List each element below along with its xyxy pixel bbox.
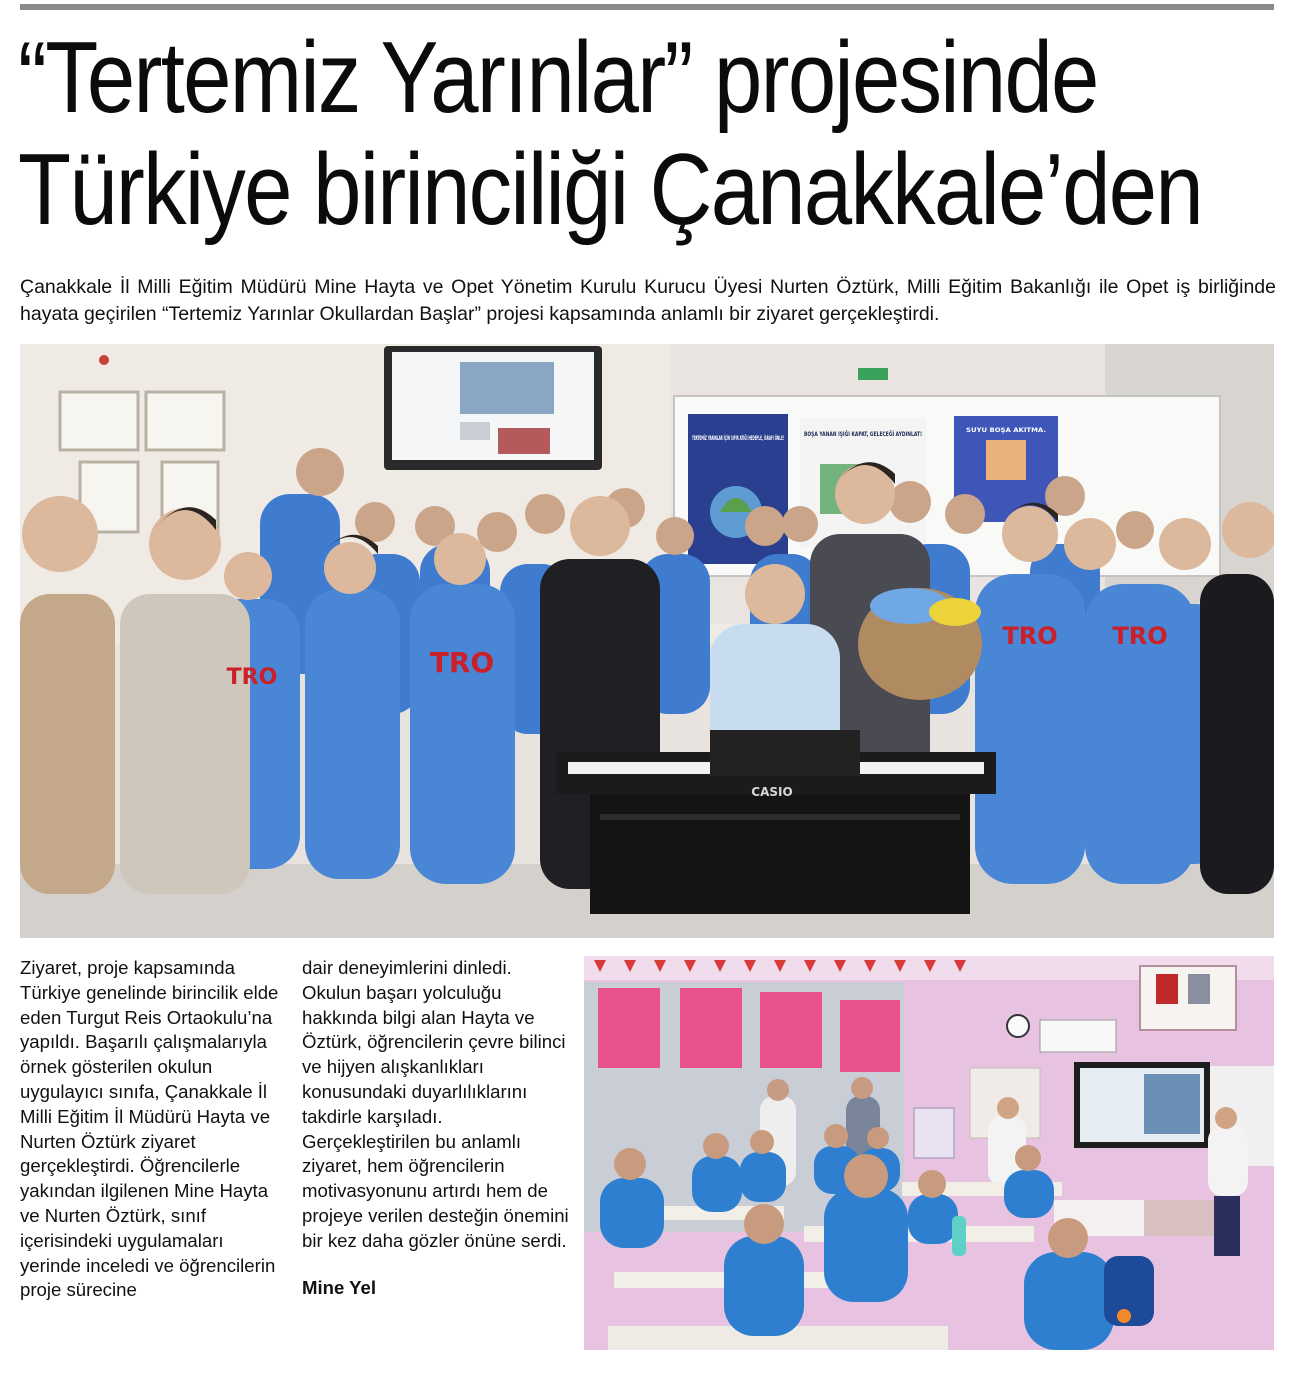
classroom-photo-illustration: [584, 956, 1274, 1350]
column-2-paragraph-2: Gerçekleştirilen bu anlamlı ziyaret, hem öğrencilerin motivasyonunu artırdı hem de projeye verilen desteğin önemini bir kez daha gözler önüne serdi.: [302, 1130, 569, 1251]
article-column-2: [302, 956, 570, 1300]
column-2-paragraph-1: dair deneyimlerini dinledi. Okulun başarı yolculuğu hakkında bilgi alan Hayta ve Öztürk, öğrencilerin çevre bilinci ve hijyen alışkanlıkları konusundaki duyarlılıklarını takdirle karşıladı.: [302, 957, 566, 1127]
hoodie-print-4: TRO: [1112, 622, 1168, 650]
hoodie-print-1: TRO: [226, 665, 278, 690]
article-lede: Çanakkale İl Milli Eğitim Müdürü Mine Hayta ve Opet Yönetim Kurulu Kurucu Üyesi Nurten Öztürk, Milli Eğitim Bakanlığı ile Opet iş birliğinde hayata geçirilen “Tertemiz Yarınlar Okullardan Başlar” projesi kapsamında anlamlı bir ziyaret gerçekleştirdi.: [20, 276, 1276, 325]
column-1-text: Ziyaret, proje kapsamında Türkiye genelinde birincilik elde eden Turgut Reis Ortaokulu’na yapıldı. Başarılı çalışmalarıyla örnek gösterilen okulun uygulayıcı sınıfa, Çanakkale İl Milli Eğitim İl Müdürü Hayta ve Nurten Öztürk ziyaret gerçekleştirdi. Öğrencilerle yakından ilgilenen Mine Hayta ve Nurten Öztürk, sınıf içerisindeki uygulamaları yerinde inceledi ve öğrencilerin proje sürecine: [20, 957, 279, 1301]
top-rule: [20, 4, 1274, 10]
group-photo: [20, 344, 1274, 938]
poster-3-text: SUYU BOŞA AKITMA.: [966, 427, 1046, 434]
headline-line-2: Türkiye birinciliği Çanakkale’den: [18, 134, 1202, 246]
hoodie-print-3: TRO: [1002, 622, 1058, 650]
poster-2-text: BOŞA YANAN IŞIĞI KAPAT, GELECEĞİ AYDINLAT!: [804, 431, 922, 438]
group-photo-illustration: [20, 344, 1274, 938]
headline-line-1: “Tertemiz Yarınlar” projesinde: [18, 22, 1098, 134]
headline: [18, 22, 1202, 246]
keyboard-brand: CASIO: [751, 785, 793, 799]
byline: Mine Yel: [302, 1276, 377, 1298]
hoodie-print-2: TRO: [429, 646, 495, 679]
article-column-1: [20, 956, 282, 1303]
poster-1-text: TERTEMİZ YARINLAR İÇİN SIFIR ATIĞI HEDEFLE, İSRAFI ÖNLE!: [692, 435, 784, 442]
classroom-photo: [584, 956, 1274, 1350]
